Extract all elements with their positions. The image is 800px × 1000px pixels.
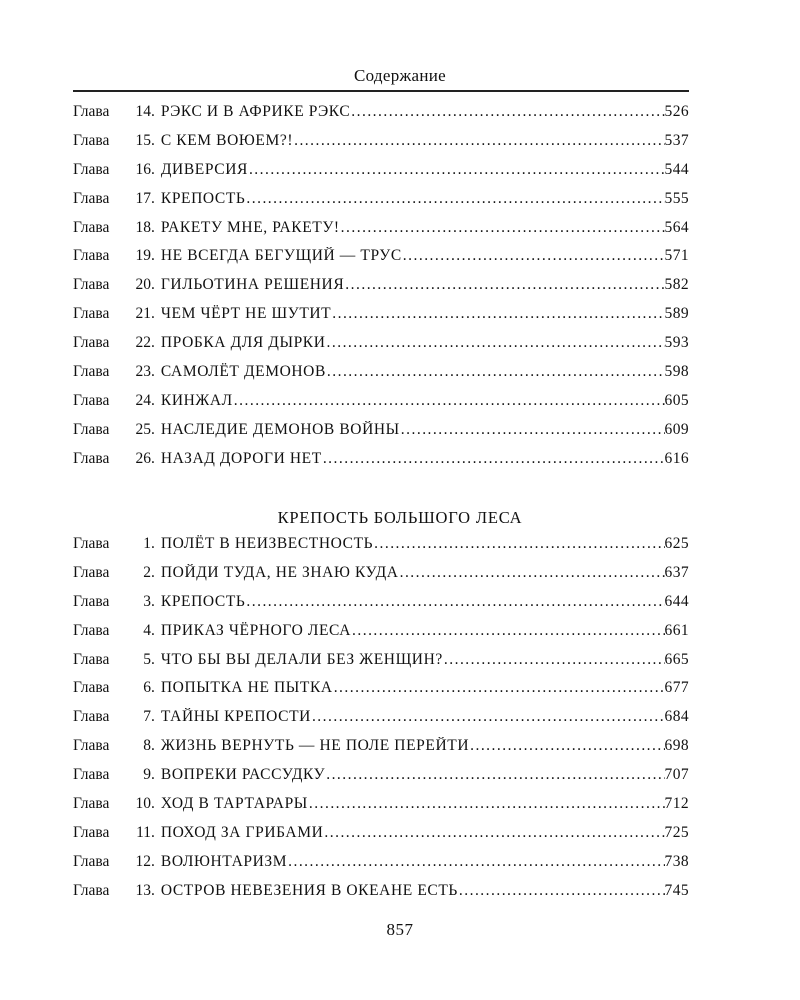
chapter-number: 22 [135, 334, 151, 352]
toc-entry[interactable]: Глава 18 . РАКЕТУ МНЕ, РАКЕТУ! . . . 564 [73, 219, 689, 248]
toc-entry[interactable]: Глава 3 . КРЕПОСТЬ . . . 644 [73, 593, 689, 622]
chapter-number: 3 [143, 592, 151, 610]
chapter-page: 725 [664, 823, 689, 841]
chapter-number: 15 [135, 131, 151, 149]
chapter-prefix: Глава [73, 650, 110, 668]
dot-leader [308, 795, 665, 813]
toc-entry[interactable]: Глава 23 . САМОЛЁТ ДЕМОНОВ . . . 598 [73, 363, 689, 392]
running-head: Содержание [353, 66, 447, 85]
chapter-title: ВОЛЮНТАРИЗМ [160, 852, 288, 870]
chapter-title: РЭКС И В АФРИКЕ РЭКС [160, 103, 351, 120]
chapter-title: САМОЛЁТ ДЕМОНОВ [160, 363, 326, 381]
chapter-title: ДИВЕРСИЯ [160, 160, 248, 178]
chapter-number: 6 [143, 679, 151, 697]
chapter-page: 738 [664, 852, 689, 870]
chapter-page: 665 [664, 650, 689, 668]
chapter-prefix: Глава [73, 160, 110, 178]
toc-entry[interactable]: Глава 25 . НАСЛЕДИЕ ДЕМОНОВ ВОЙНЫ . . . 609 [73, 421, 689, 450]
chapter-title: ПОХОД ЗА ГРИБАМИ [160, 823, 324, 841]
chapter-title: РАКЕТУ МНЕ, РАКЕТУ! [160, 218, 340, 236]
chapter-title: ПРИКАЗ ЧЁРНОГО ЛЕСА [160, 621, 352, 639]
dot-leader [293, 132, 664, 150]
toc-entry[interactable]: Глава 5 . ЧТО БЫ ВЫ ДЕЛАЛИ БЕЗ ЖЕНЩИН? . . . 665 [73, 651, 689, 680]
dot-leader [402, 247, 665, 265]
toc-entry[interactable]: Глава 10 . ХОД В ТАРТАРАРЫ . . . 712 [73, 795, 689, 824]
section-title: КРЕПОСТЬ БОЛЬШОГО ЛЕСА [277, 508, 523, 527]
dot-leader [469, 737, 664, 755]
chapter-title: НЕ ВСЕГДА БЕГУЩИЙ — ТРУС [160, 247, 402, 265]
chapter-number: 4 [143, 621, 151, 639]
chapter-prefix: Глава [73, 795, 110, 813]
chapter-title: ВОПРЕКИ РАССУДКУ [160, 766, 326, 784]
dot-leader [245, 593, 664, 611]
chapter-prefix: Глава [73, 737, 110, 755]
dot-leader [331, 305, 664, 323]
chapter-number: 1 [143, 535, 151, 552]
chapter-page: 745 [664, 881, 689, 899]
chapter-title: КИНЖАЛ [160, 391, 233, 409]
chapter-prefix: Глава [73, 621, 110, 639]
dot-leader [399, 564, 665, 582]
chapter-number: 11 [136, 823, 151, 841]
chapter-prefix: Глава [73, 391, 110, 409]
chapter-page: 526 [664, 103, 689, 120]
chapter-prefix: Глава [73, 103, 110, 120]
chapter-title: ПОПЫТКА НЕ ПЫТКА [160, 679, 333, 697]
chapter-page: 537 [664, 131, 689, 149]
toc-entry[interactable]: Глава 12 . ВОЛЮНТАРИЗМ . . . 738 [73, 853, 689, 882]
toc-entry[interactable]: Глава 14 . РЭКС И В АФРИКЕ РЭКС . . . 526 [73, 103, 689, 132]
chapter-number: 7 [143, 708, 151, 726]
dot-leader [326, 363, 665, 381]
chapter-number: 23 [135, 363, 151, 381]
chapter-number: 14 [135, 103, 151, 120]
dot-leader [400, 421, 665, 439]
dot-leader [245, 190, 664, 208]
chapter-prefix: Глава [73, 535, 110, 552]
chapter-page: 598 [664, 363, 689, 381]
chapter-title: С КЕМ ВОЮЕМ?! [160, 131, 294, 149]
chapter-number: 24 [135, 391, 151, 409]
chapter-page: 582 [664, 276, 689, 294]
chapter-page: 616 [664, 449, 689, 467]
toc-entry[interactable]: Глава 24 . КИНЖАЛ . . . 605 [73, 392, 689, 421]
dot-leader [323, 824, 664, 842]
toc-list-part-b [73, 535, 689, 911]
chapter-prefix: Глава [73, 247, 110, 265]
dot-leader [458, 882, 665, 900]
chapter-prefix: Глава [73, 563, 110, 581]
toc-entry[interactable]: Глава 20 . ГИЛЬОТИНА РЕШЕНИЯ . . . 582 [73, 276, 689, 305]
toc-entry[interactable]: Глава 19 . НЕ ВСЕГДА БЕГУЩИЙ — ТРУС . . . 571 [73, 247, 689, 276]
chapter-page: 571 [664, 247, 689, 265]
chapter-prefix: Глава [73, 305, 110, 323]
chapter-title: КРЕПОСТЬ [160, 592, 246, 610]
chapter-prefix: Глава [73, 881, 110, 899]
chapter-prefix: Глава [73, 218, 110, 236]
dot-leader [340, 219, 665, 237]
chapter-page: 564 [664, 218, 689, 236]
toc-entry[interactable]: Глава 17 . КРЕПОСТЬ . . . 555 [73, 190, 689, 219]
chapter-prefix: Глава [73, 449, 110, 467]
toc-entry[interactable]: Глава 22 . ПРОБКА ДЛЯ ДЫРКИ . . . 593 [73, 334, 689, 363]
dot-leader [443, 651, 665, 669]
toc-entry[interactable]: Глава 9 . ВОПРЕКИ РАССУДКУ . . . 707 [73, 766, 689, 795]
chapter-title: ГИЛЬОТИНА РЕШЕНИЯ [160, 276, 345, 294]
chapter-title: ОСТРОВ НЕВЕЗЕНИЯ В ОКЕАНЕ ЕСТЬ [160, 881, 458, 899]
header-rule [73, 90, 689, 92]
chapter-number: 9 [143, 766, 151, 784]
chapter-page: 637 [664, 563, 689, 581]
chapter-number: 5 [143, 650, 151, 668]
toc-entry[interactable]: Глава 11 . ПОХОД ЗА ГРИБАМИ . . . 725 [73, 824, 689, 853]
chapter-prefix: Глава [73, 823, 110, 841]
toc-entry[interactable]: Глава 4 . ПРИКАЗ ЧЁРНОГО ЛЕСА . . . 661 [73, 622, 689, 651]
chapter-number: 12 [135, 852, 151, 870]
chapter-page: 644 [664, 592, 689, 610]
chapter-page: 698 [664, 737, 689, 755]
chapter-number: 21 [135, 305, 151, 323]
chapter-page: 661 [664, 621, 689, 639]
toc-entry[interactable]: Глава 26 . НАЗАД ДОРОГИ НЕТ . . . 616 [73, 450, 689, 479]
chapter-number: 13 [135, 881, 151, 899]
chapter-prefix: Глава [73, 679, 110, 697]
chapter-prefix: Глава [73, 766, 110, 784]
chapter-page: 684 [664, 708, 689, 726]
chapter-title: ЧТО БЫ ВЫ ДЕЛАЛИ БЕЗ ЖЕНЩИН? [160, 650, 443, 668]
chapter-page: 589 [664, 305, 689, 323]
chapter-prefix: Глава [73, 708, 110, 726]
chapter-prefix: Глава [73, 131, 110, 149]
chapter-prefix: Глава [73, 363, 110, 381]
toc-entry[interactable]: Глава 21 . ЧЕМ ЧЁРТ НЕ ШУТИТ . . . 589 [73, 305, 689, 334]
dot-leader [233, 392, 665, 410]
dot-leader [344, 276, 664, 294]
chapter-title: КРЕПОСТЬ [160, 189, 246, 207]
dot-leader [248, 161, 665, 179]
chapter-page: 609 [664, 420, 689, 438]
chapter-number: 26 [135, 449, 151, 467]
chapter-number: 17 [135, 189, 151, 207]
chapter-title: НАЗАД ДОРОГИ НЕТ [160, 449, 322, 467]
dot-leader [311, 708, 665, 726]
chapter-prefix: Глава [73, 276, 110, 294]
dot-leader [333, 679, 665, 697]
chapter-prefix: Глава [73, 334, 110, 352]
toc-entry[interactable]: Глава 8 . ЖИЗНЬ ВЕРНУТЬ — НЕ ПОЛЕ ПЕРЕЙТИ . . . 698 [73, 737, 689, 766]
chapter-title: ПОЙДИ ТУДА, НЕ ЗНАЮ КУДА [160, 563, 399, 581]
chapter-number: 19 [135, 247, 151, 265]
chapter-title: ЖИЗНЬ ВЕРНУТЬ — НЕ ПОЛЕ ПЕРЕЙТИ [160, 737, 470, 755]
chapter-page: 593 [664, 334, 689, 352]
chapter-title: ЧЕМ ЧЁРТ НЕ ШУТИТ [160, 305, 332, 323]
dot-leader [350, 103, 664, 121]
toc-entry[interactable]: Глава 7 . ТАЙНЫ КРЕПОСТИ . . . 684 [73, 708, 689, 737]
chapter-title: ХОД В ТАРТАРАРЫ [160, 795, 308, 813]
chapter-title: ТАЙНЫ КРЕПОСТИ [160, 708, 311, 726]
toc-entry[interactable]: Глава 16 . ДИВЕРСИЯ . . . 544 [73, 161, 689, 190]
dot-leader [322, 450, 665, 468]
page-number: 857 [386, 920, 414, 939]
toc-entry[interactable]: Глава 15 . С КЕМ ВОЮЕМ?! . . . 537 [73, 132, 689, 161]
chapter-number: 2 [143, 563, 151, 581]
dot-leader [373, 535, 664, 553]
chapter-page: 625 [664, 535, 689, 552]
chapter-prefix: Глава [73, 852, 110, 870]
chapter-page: 707 [664, 766, 689, 784]
dot-leader [325, 766, 664, 784]
chapter-prefix: Глава [73, 592, 110, 610]
chapter-page: 605 [664, 391, 689, 409]
chapter-prefix: Глава [73, 420, 110, 438]
toc-entry[interactable]: Глава 13 . ОСТРОВ НЕВЕЗЕНИЯ В ОКЕАНЕ ЕСТЬ . . . 745 [73, 882, 689, 911]
chapter-page: 712 [664, 795, 689, 813]
dot-leader [287, 853, 664, 871]
toc-entry[interactable]: Глава 1 . ПОЛЁТ В НЕИЗВЕСТНОСТЬ . . . 625 [73, 535, 689, 564]
chapter-prefix: Глава [73, 189, 110, 207]
dot-leader [326, 334, 665, 352]
chapter-number: 8 [143, 737, 151, 755]
chapter-title: ПОЛЁТ В НЕИЗВЕСТНОСТЬ [160, 535, 374, 552]
chapter-title: ПРОБКА ДЛЯ ДЫРКИ [160, 334, 326, 352]
chapter-page: 544 [664, 160, 689, 178]
chapter-number: 16 [135, 160, 151, 178]
chapter-title: НАСЛЕДИЕ ДЕМОНОВ ВОЙНЫ [160, 420, 400, 438]
chapter-number: 25 [135, 420, 151, 438]
toc-entry[interactable]: Глава 6 . ПОПЫТКА НЕ ПЫТКА . . . 677 [73, 679, 689, 708]
toc-entry[interactable]: Глава 2 . ПОЙДИ ТУДА, НЕ ЗНАЮ КУДА . . . 637 [73, 564, 689, 593]
chapter-number: 18 [135, 218, 151, 236]
dot-leader [351, 622, 665, 640]
chapter-page: 677 [664, 679, 689, 697]
chapter-page: 555 [664, 189, 689, 207]
toc-list-part-a [73, 103, 689, 479]
chapter-number: 10 [135, 795, 151, 813]
chapter-number: 20 [135, 276, 151, 294]
